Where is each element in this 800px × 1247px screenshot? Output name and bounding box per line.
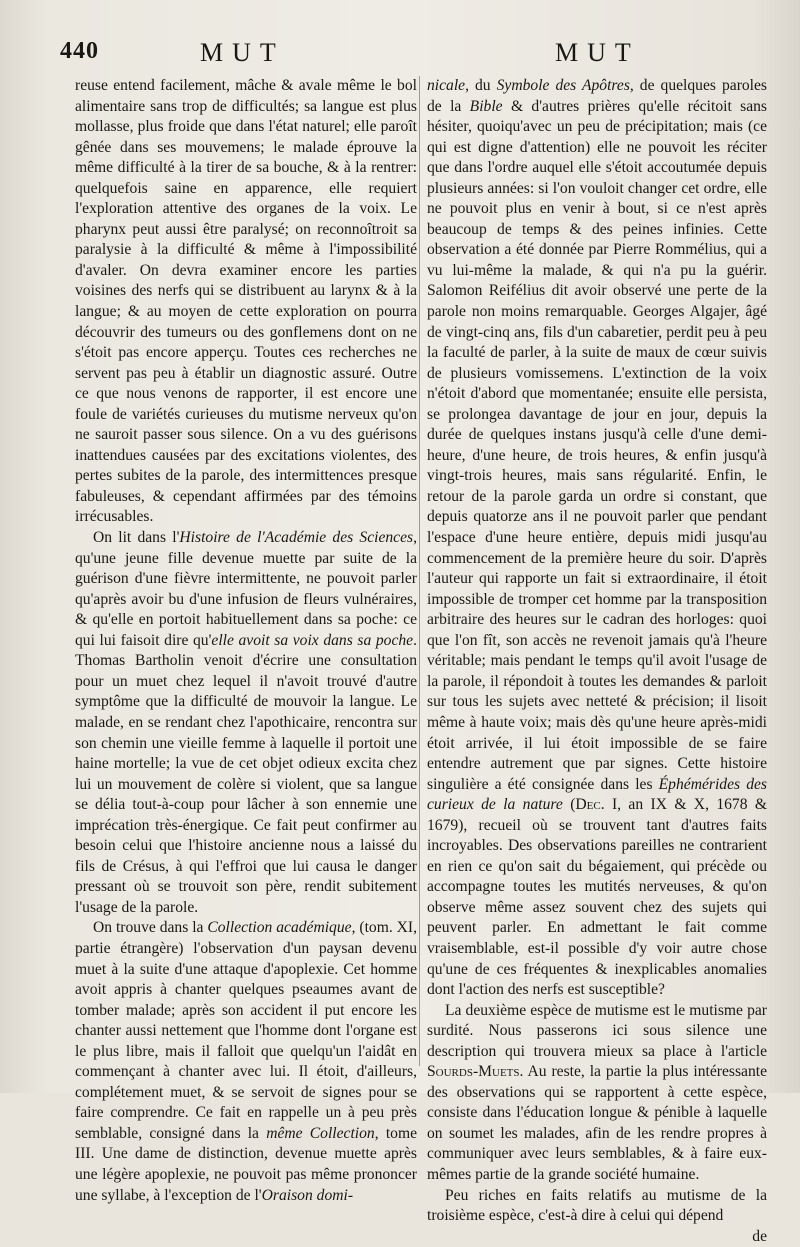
book-title: Éphémérides des curieux de la nature xyxy=(427,775,767,814)
right-column xyxy=(427,76,767,1247)
page-header xyxy=(60,38,770,72)
catchword: de xyxy=(752,1227,767,1245)
left-column xyxy=(75,76,417,1206)
book-title: Histoire de l'Académie des Sciences xyxy=(179,529,414,547)
book-title: même Collection xyxy=(266,1124,375,1142)
book-title: Collection académique xyxy=(207,919,352,937)
paragraph: On trouve dans la Collection académique, (tom. XI, partie étrangère) l'observation d'un paysan devenu muet à la suite d'une attaque d'apoplexie. Cet homme avoit appris à chanter quelques pseaumes avant de tomber malade; après son accident il put encore les chanter aussi nettement que l'homme dont l'organe est le plus libre, mais il falloit que quelqu'un l'aidât en commençant à chanter avec lui. Il étoit, d'ailleurs, complétement muet, & se servoit de signes pour se faire comprendre. Ce fait en rappelle un à peu près semblable, consigné dans la même Collection, tome III. Une dame de distinction, devenue muette après une légère apoplexie, ne pouvoit pas même prononcer une syllabe, à l'exception de l'Oraison domi- xyxy=(75,919,417,1204)
prayer-title: nicale xyxy=(427,77,466,94)
reference: Dec. xyxy=(575,796,605,814)
running-head-left: MUT xyxy=(200,38,285,67)
page-number: 440 xyxy=(60,38,99,64)
paragraph: reuse entend facilement, mâche & avale même le bol alimentaire sans trop de difficultés; sa langue est plus mollasse, plus froide que dans l'état naturel; elle paroît gênée dans ses mouvemens; le malade éprouve la même difficulté à la tirer de sa bouche, & à la rentrer: quelquefois saine en apparence, elle requiert l'exploration attentive des organes de la voix. Le pharynx peut aussi être paralysé; on reconnoîtroit sa paralysie à la difficulté & même à l'impossibilité d'avaler. On devra examiner encore les parties voisines des nerfs qui se distribuent au larynx & à la langue; & au moyen de cette exploration on pourra découvrir des tumeurs ou des gonflemens dont on ne s'étoit pas encore apperçu. Toutes ces recherches ne servent pas peu à établir un diagnostic assuré. Outre ce que nous venons de rapporter, il est encore une foule de variétés curieuses du mutisme nerveux qu'on ne sauroit passer sous silence. On a vu des guérisons inattendues causées par des excitations violentes, des pertes subites de la parole, des intermittences presque fabuleuses, & cependant affirmées par des témoins irrécusables. xyxy=(75,77,417,526)
column-divider xyxy=(419,76,420,1066)
prayer-title: Symbole des Apôtres xyxy=(496,77,630,94)
book-title: Bible xyxy=(469,97,503,115)
paragraph: nicale, du Symbole des Apôtres, de quelques paroles de la Bible & d'autres prières qu'elle récitoit sans hésiter, quoiqu'avec un peu de précipitation; mais (ce qui est digne d'attention) elle ne pouvoit les réciter que dans l'ordre auquel elle s'étoit accoutumée depuis plusieurs années: si l'on vouloit changer cet ordre, elle ne pouvoit plus en venir à bout, si ce n'est après beaucoup de temps & des peines infinies. Cette observation a été donnée par Pierre Rommélius, qui a vu lui-même la malade, & qui n'a pu la guérir. Salomon Reifélius dit avoir observé une perte de la parole non moins remarquable. Georges Algajer, âgé de vingt-cinq ans, fils d'un cabaretier, perdit peu à peu la faculté de parler, à la suite de maux de cœur suivis de plusieurs vomissemens. L'extinction de la voix n'étoit d'abord que momentanée; ensuite elle persista, se prolongea davantage de jour en jour, depuis la durée de quelques instans jusqu'à celle d'une demi-heure, d'une heure, de trois heures, & enfin jusqu'à vingt-trois heures, mais sans régularité. Enfin, le retour de la parole garda un ordre si constant, que depuis quatorze ans il ne pouvoit parler que pendant l'espace d'une heure entière, depuis midi jusqu'au commencement de la première heure du soir. D'après l'auteur qui rapporte un fait si extraordinaire, il étoit impossible de tromper cet homme par la transposition arbitraire des heures sur le cadran des horloges: quoi que l'on fît, son accès ne revenoit jamais qu'à l'heure véritable; mais pendant le temps qu'il avoit l'usage de la parole, il répondoit à toutes les demandes & parloit sur tous les sujets avec netteté & précision; il lisoit même à haute voix; mais dès qu'une heure après-midi étoit arrivée, il lui étoit impossible de se faire entendre autrement que par signes. Cette histoire singulière a été consignée dans les Éphémérides des curieux de la nature (Dec. I, an IX & X, 1678 & 1679), recueil où se trouvent tant d'autres faits incroyables. Des observations pareilles ne contrarient en rien ce qu'on sait du bégaiement, qui précède ou accompagne toutes les mutités nerveuses, & qu'on observe même assez souvent chez des sujets qui peuvent parler. En admettant le fait comme vraisemblable, est-il possible d'y voir autre chose qu'une de ces fréquentes & inexplicables anomalies dont l'action des nerfs est susceptible? xyxy=(427,77,768,999)
paragraph: Peu riches en faits relatifs au mutisme de la troisième espèce, c'est-à dire à celui qui dépend xyxy=(427,1186,767,1225)
paragraph: On lit dans l'Histoire de l'Académie des Sciences, qu'une jeune fille devenue muette par suite de la guérison d'une fièvre intermittente, ne pouvoit parler qu'après avoir bu d'une infusion de fleurs vulnéraires, & qu'elle en portoit habituellement dans sa poche: ce qui lui faisoit dire qu'elle avoit sa voix dans sa poche. Thomas Bartholin venoit d'écrire une consultation pour un muet chez lequel il n'avoit trouvé d'autre symptôme que la difficulté de mouvoir la langue. Le malade, en se rendant chez l'apothicaire, rencontra sur son chemin une vieille femme à laquelle il portoit une haine mortelle; la vue de cet objet odieux excita chez lui un mouvement de colère si violent, que sa langue se délia tout-à-coup pour lâcher à son ennemie une imprécation très-énergique. Ce fait peut confirmer au besoin celui que l'histoire ancienne nous a laissé du fils de Crésus, à qui l'effroi que lui causa le danger pressant où se trouvoit son père, rendit subitement l'usage de la parole. xyxy=(75,529,417,916)
quotation: elle avoit sa voix dans sa poche xyxy=(211,631,414,649)
cross-reference: Sourds-Muets xyxy=(427,1063,520,1081)
prayer-title: Oraison domi- xyxy=(261,1186,354,1204)
running-head-right: MUT xyxy=(555,38,640,67)
paragraph: La deuxième espèce de mutisme est le mutisme par surdité. Nous passerons ici sous silence une description qui trouvera mieux sa place à l'article Sourds-Muets. Au reste, la partie la plus intéressante des observations qui se rapportent à cette espèce, consiste dans l'éducation longue & pénible à laquelle on soumet les malades, afin de les rendre propres à communiquer avec leurs semblables, & à faire eux-mêmes partie de la grande société humaine. xyxy=(427,1001,767,1183)
